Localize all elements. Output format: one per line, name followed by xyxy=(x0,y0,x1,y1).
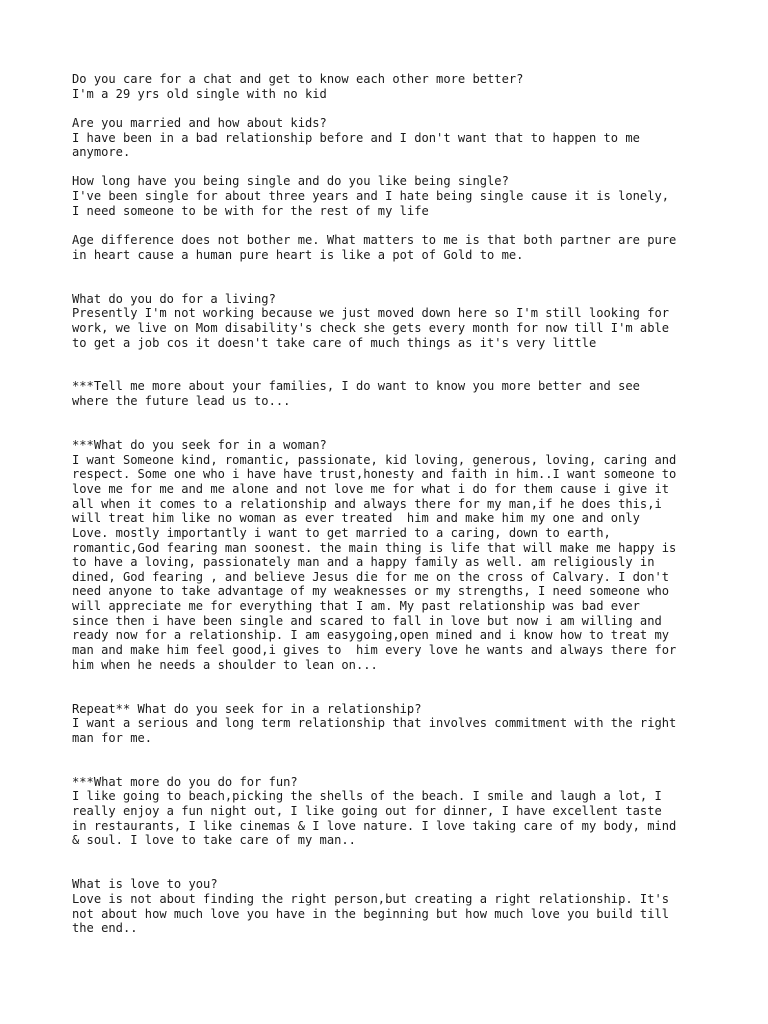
text-line: What is love to you? xyxy=(72,877,218,892)
text-line: I want Someone kind, romantic, passionate, kid loving, generous, loving, caring and xyxy=(72,452,677,467)
text-line: will treat him like no woman as ever treated him and make him my one and only xyxy=(72,511,640,526)
text-line: I like going to beach,picking the shells of the beach. I smile and laugh a lot, I xyxy=(72,789,662,804)
text-line: ***What do you seek for in a woman? xyxy=(72,438,327,453)
text-line: I need someone to be with for the rest of my life xyxy=(72,203,429,218)
text-line: since then i have been single and scared to fall in love but now i am willing and xyxy=(72,613,662,628)
text-line: I've been single for about three years and I hate being single cause it is lonely, xyxy=(72,189,670,204)
text-line: in restaurants, I like cinemas & I love nature. I love taking care of my body, mind xyxy=(72,818,677,833)
text-line: How long have you being single and do you like being single? xyxy=(72,174,509,189)
text-line: respect. Some one who i have have trust,honesty and faith in him..I want someone to xyxy=(72,467,677,482)
text-line: I have been in a bad relationship before and I don't want that to happen to me xyxy=(72,130,640,145)
text-line: man for me. xyxy=(72,730,153,745)
blank-line xyxy=(72,101,712,116)
blank-line xyxy=(72,218,712,233)
text-line: ***Tell me more about your families, I do want to know you more better and see xyxy=(72,379,640,394)
text-line: Repeat** What do you seek for in a relationship? xyxy=(72,701,422,716)
blank-line xyxy=(72,863,712,878)
text-line: Presently I'm not working because we just moved down here so I'm still looking for xyxy=(72,306,670,321)
blank-line xyxy=(72,760,712,775)
blank-line xyxy=(72,409,712,424)
text-line: Age difference does not bother me. What matters to me is that both partner are pure xyxy=(72,233,677,248)
text-line: love me for me and me alone and not love me for what i do for them cause i give it xyxy=(72,481,670,496)
text-line: all when it comes to a relationship and always there for my man,if he does this,i xyxy=(72,496,662,511)
text-line: & soul. I love to take care of my man.. xyxy=(72,833,356,848)
text-line: in heart cause a human pure heart is like a pot of Gold to me. xyxy=(72,247,524,262)
document-page xyxy=(72,72,712,936)
blank-line xyxy=(72,423,712,438)
text-line: ***What more do you do for fun? xyxy=(72,774,298,789)
blank-line xyxy=(72,350,712,365)
text-line: What do you do for a living? xyxy=(72,291,276,306)
text-line: dined, God fearing , and believe Jesus die for me on the cross of Calvary. I don't xyxy=(72,569,670,584)
text-line: work, we live on Mom disability's check she gets every month for now till I'm able xyxy=(72,320,670,335)
text-line: him when he needs a shoulder to lean on... xyxy=(72,657,378,672)
blank-line xyxy=(72,365,712,380)
blank-line xyxy=(72,160,712,175)
text-line: Love. mostly importantly i want to get married to a caring, down to earth, xyxy=(72,525,611,540)
blank-line xyxy=(72,687,712,702)
text-line: Are you married and how about kids? xyxy=(72,115,327,130)
text-line: I'm a 29 yrs old single with no kid xyxy=(72,86,327,101)
text-line: romantic,God fearing man soonest. the main thing is life that will make me happy is xyxy=(72,540,677,555)
blank-line xyxy=(72,745,712,760)
text-line: ready now for a relationship. I am easygoing,open mined and i know how to treat my xyxy=(72,628,670,643)
blank-line xyxy=(72,848,712,863)
blank-line xyxy=(72,262,712,277)
text-line: the end.. xyxy=(72,921,138,936)
text-line: really enjoy a fun night out, I like going out for dinner, I have excellent taste xyxy=(72,804,662,819)
text-line: anymore. xyxy=(72,145,131,160)
text-line: not about how much love you have in the beginning but how much love you build till xyxy=(72,906,670,921)
text-line: Love is not about finding the right person,but creating a right relationship. It's xyxy=(72,891,670,906)
text-line: Do you care for a chat and get to know each other more better? xyxy=(72,72,524,86)
text-line: I want a serious and long term relationship that involves commitment with the right xyxy=(72,716,677,731)
text-line: man and make him feel good,i gives to him every love he wants and always there for xyxy=(72,642,677,657)
blank-line xyxy=(72,672,712,687)
text-line: to have a loving, passionately man and a happy family as well. am religiously in xyxy=(72,555,655,570)
text-line: need anyone to take advantage of my weaknesses or my strengths, I need someone who xyxy=(72,584,670,599)
blank-line xyxy=(72,277,712,292)
text-line: will appreciate me for everything that I am. My past relationship was bad ever xyxy=(72,599,640,614)
text-line: to get a job cos it doesn't take care of much things as it's very little xyxy=(72,335,597,350)
text-line: where the future lead us to... xyxy=(72,394,291,409)
